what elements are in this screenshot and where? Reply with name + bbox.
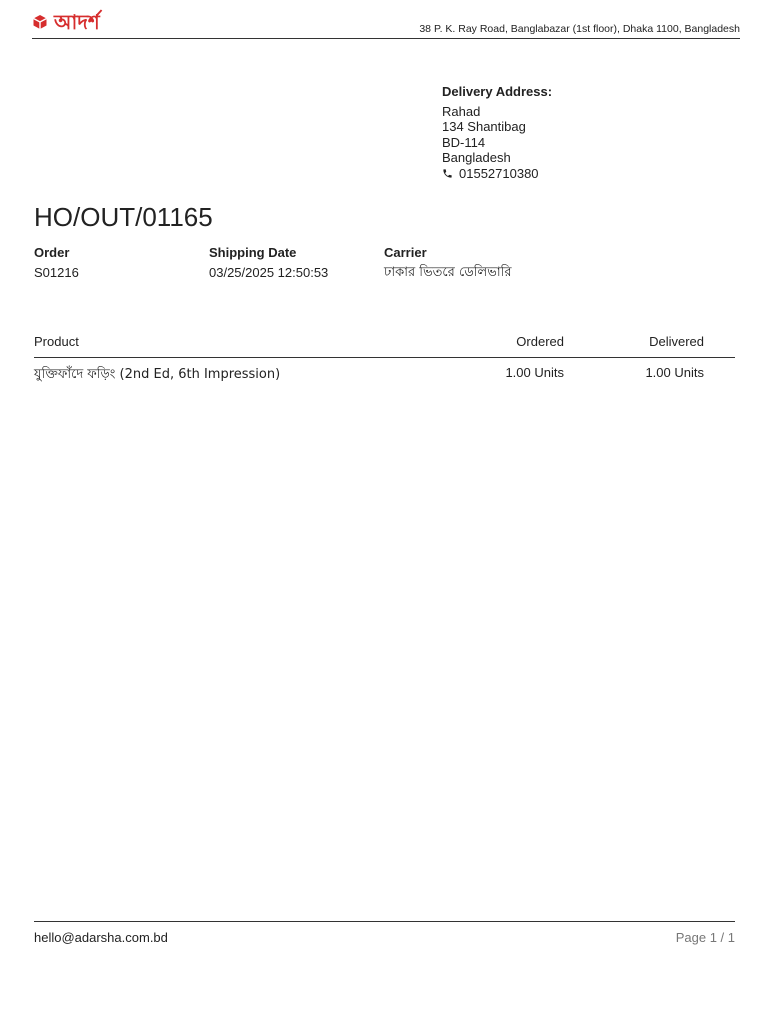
shipping-date-info bbox=[209, 244, 328, 282]
product-column-header: Product bbox=[34, 334, 79, 349]
shipping-date-label: Shipping Date bbox=[209, 245, 297, 260]
product-cell: যুক্তিফাঁদে ফড়িং (2nd Ed, 6th Impression) bbox=[34, 367, 281, 382]
document-title: HO/OUT/01165 bbox=[34, 202, 213, 232]
company-logo bbox=[32, 12, 100, 32]
shipping-date-value: 03/25/2025 12:50:53 bbox=[209, 265, 329, 280]
delivery-address-block bbox=[442, 84, 552, 181]
page-number: Page 1 / 1 bbox=[675, 930, 735, 945]
carrier-value: ঢাকার ভিতরে ডেলিভারি bbox=[384, 265, 512, 280]
company-address: 38 P. K. Ray Road, Banglabazar (1st floor), Dhaka 1100, Bangladesh bbox=[419, 23, 740, 35]
table-row bbox=[34, 358, 735, 388]
ordered-column-header: Ordered bbox=[516, 334, 564, 349]
delivered-column-header: Delivered bbox=[649, 334, 704, 349]
table-header bbox=[34, 330, 735, 358]
logo-cube-icon bbox=[32, 14, 48, 30]
delivery-address-label: Delivery Address: bbox=[442, 84, 553, 99]
carrier-label: Carrier bbox=[384, 245, 427, 260]
products-table bbox=[34, 330, 735, 388]
page-header bbox=[32, 10, 740, 39]
delivery-code: BD-114 bbox=[442, 134, 486, 150]
order-value: S01216 bbox=[34, 265, 79, 280]
delivery-name: Rahad bbox=[442, 103, 481, 119]
order-info bbox=[34, 244, 79, 282]
logo-text: আদর্শ bbox=[54, 10, 100, 34]
delivery-country: Bangladesh bbox=[442, 150, 511, 165]
delivery-street: 134 Shantibag bbox=[442, 119, 526, 134]
delivery-phone-row bbox=[442, 166, 552, 182]
order-label: Order bbox=[34, 245, 70, 260]
delivered-cell: 1.00 Units bbox=[645, 365, 704, 380]
ordered-cell: 1.00 Units bbox=[505, 365, 564, 380]
footer-email: hello@adarsha.com.bd bbox=[34, 930, 168, 945]
delivery-phone: 01552710380 bbox=[459, 165, 539, 181]
carrier-info bbox=[384, 244, 512, 282]
page-footer bbox=[34, 921, 735, 952]
phone-icon bbox=[442, 168, 453, 179]
